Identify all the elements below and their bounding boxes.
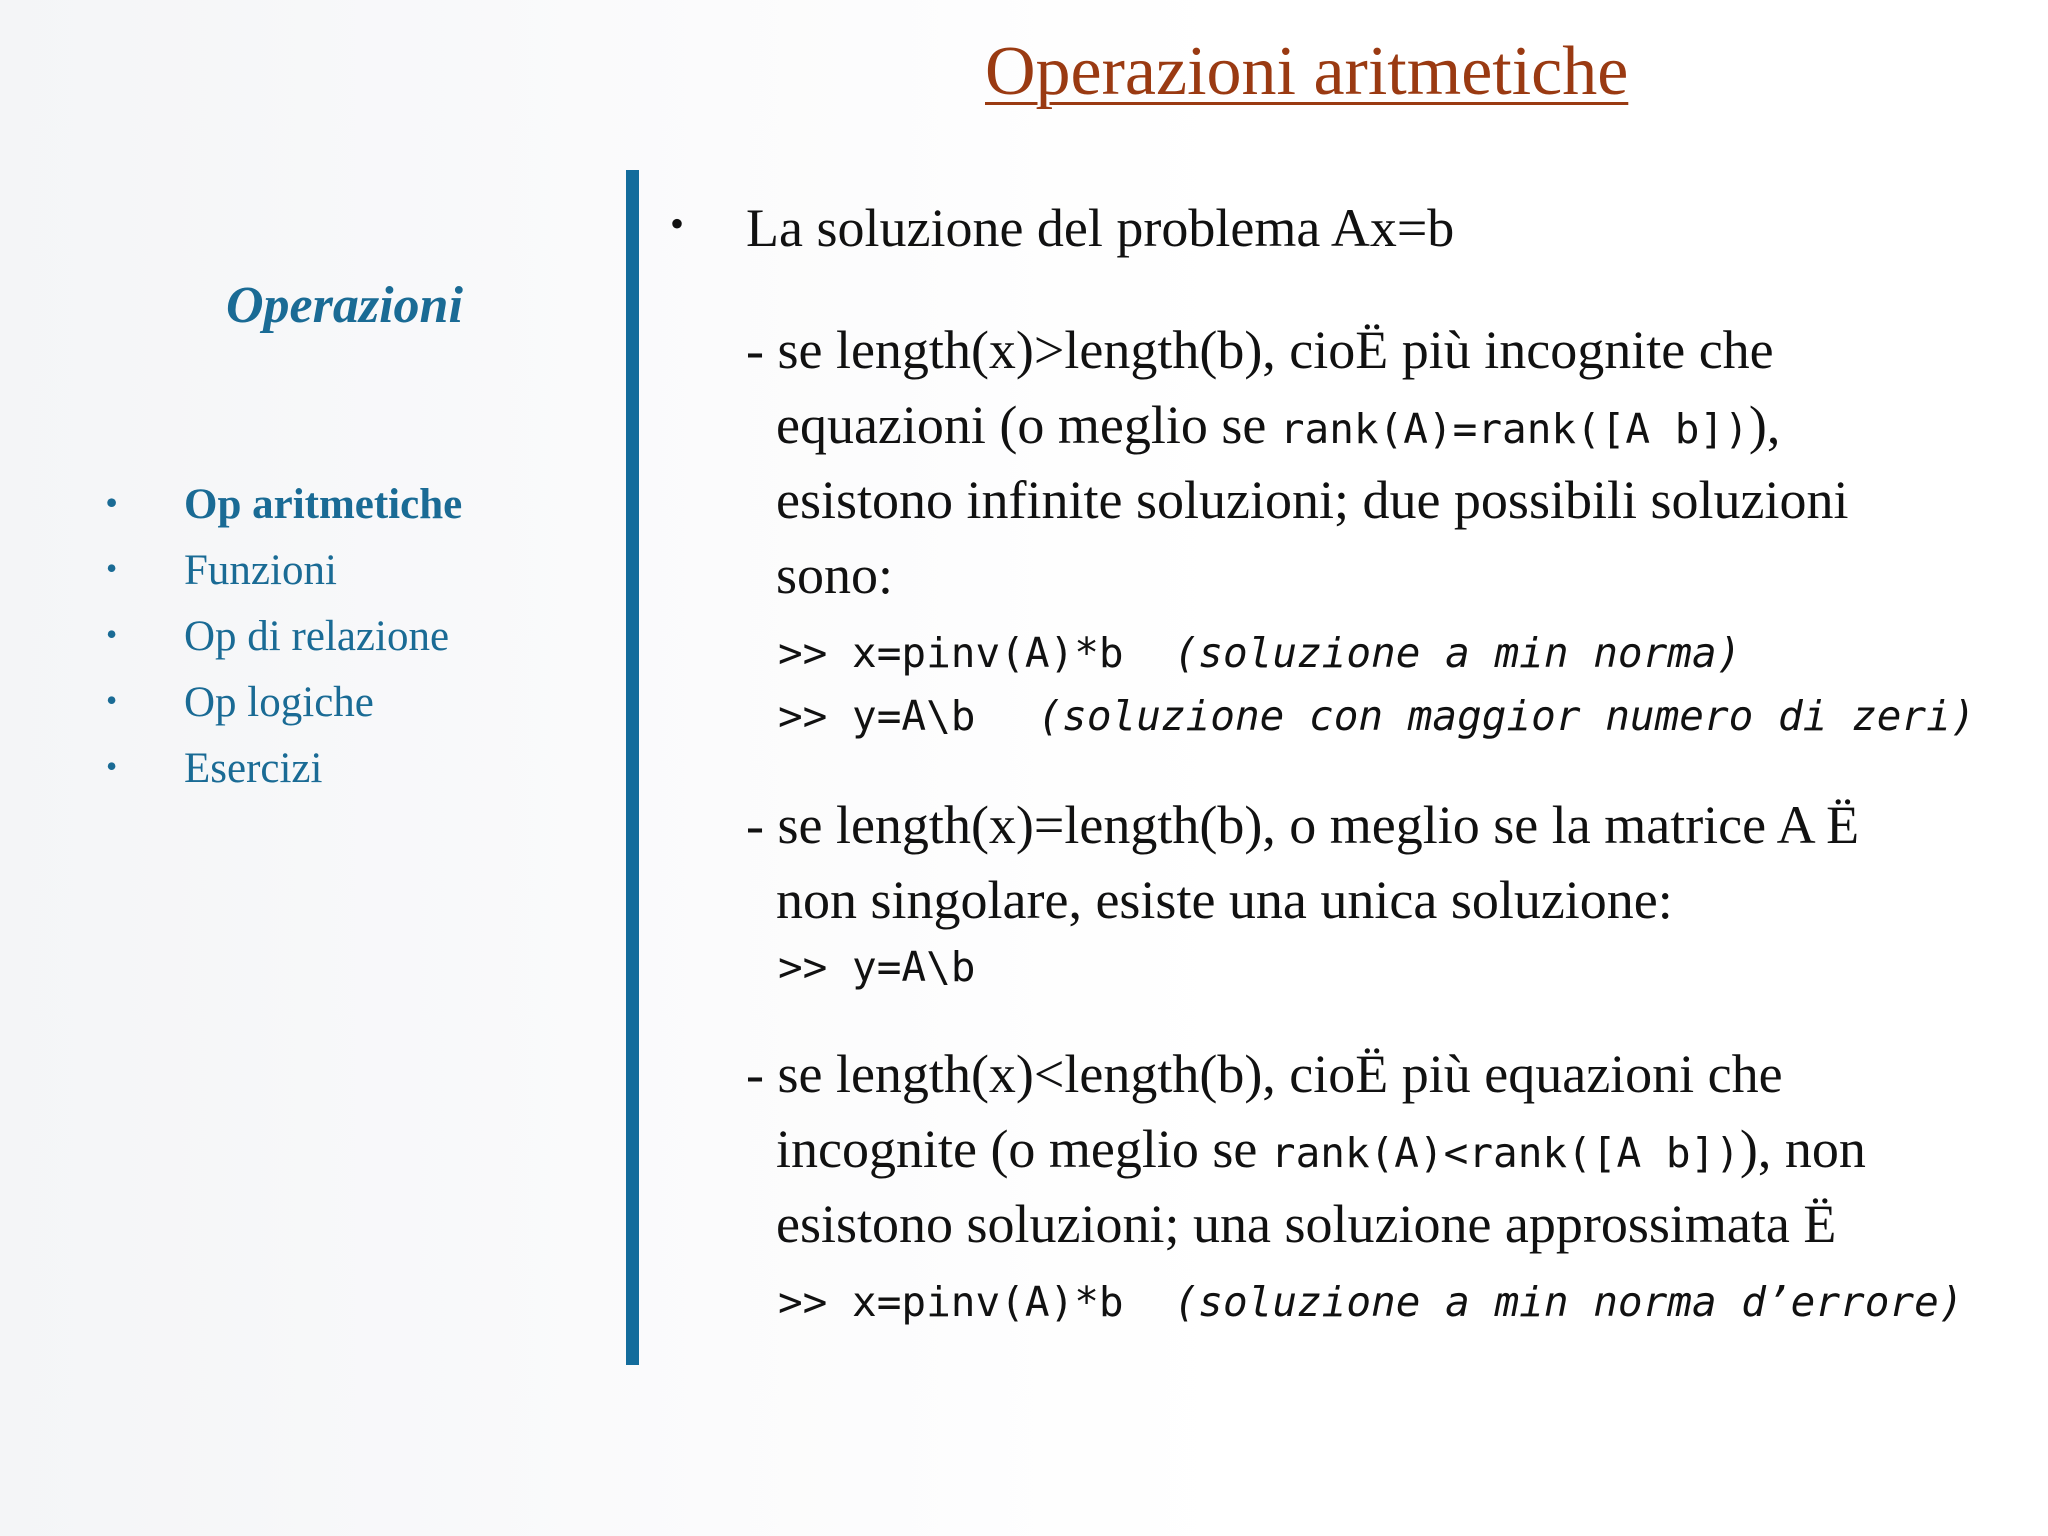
- case1-line4: sono:: [776, 545, 894, 605]
- code-text: >> y=A\b: [778, 692, 976, 740]
- sidebar-item-label: Op logiche: [184, 679, 374, 726]
- sidebar-item-op-aritmetiche[interactable]: [100, 472, 462, 538]
- bullet-icon: •: [106, 748, 118, 784]
- case1-line2-post: ),: [1748, 395, 1781, 455]
- sidebar-item-esercizi[interactable]: [100, 736, 462, 802]
- case1-code1: [778, 629, 1742, 677]
- case1-line2: [776, 395, 1781, 455]
- case1-line1: - se length(x)>length(b), cioË più incognite che: [746, 320, 1774, 380]
- sidebar-item-label: Op aritmetiche: [184, 481, 463, 528]
- code-text: >> x=pinv(A)*b: [778, 629, 1124, 677]
- case1-code2: [778, 692, 1976, 740]
- case3-line2-code: rank(A)<rank([A b]): [1270, 1129, 1740, 1177]
- sidebar-item-label: Esercizi: [184, 745, 323, 792]
- case2-line1: - se length(x)=length(b), o meglio se la matrice A Ë: [746, 795, 1860, 855]
- sidebar-section-title: Operazioni: [226, 277, 463, 334]
- slide-title: Operazioni aritmetiche: [985, 33, 1629, 110]
- case3-line2-post: ), non: [1739, 1119, 1866, 1179]
- bullet-icon: •: [106, 484, 118, 520]
- case3-code1: [778, 1278, 1964, 1326]
- case1-line3: esistono infinite soluzioni; due possibili soluzioni: [776, 470, 1849, 530]
- sidebar-item-funzioni[interactable]: [100, 538, 462, 604]
- bullet-icon: •: [106, 616, 118, 652]
- case3-line2-pre: incognite (o meglio se: [776, 1119, 1271, 1179]
- code-text: >> x=pinv(A)*b: [778, 1278, 1124, 1326]
- code-comment: (soluzione a min norma): [1173, 629, 1742, 677]
- vertical-divider: [626, 170, 639, 1365]
- sidebar-item-op-logiche[interactable]: [100, 670, 462, 736]
- case2-line2: non singolare, esiste una unica soluzione:: [776, 870, 1673, 930]
- sidebar-item-label: Funzioni: [184, 547, 337, 594]
- case1-line2-code: rank(A)=rank([A b]): [1279, 405, 1749, 453]
- code-comment: (soluzione a min norma d’errore): [1173, 1278, 1964, 1326]
- case3-line2: [776, 1119, 1866, 1179]
- bullet-icon: •: [106, 682, 118, 718]
- case1-line2-pre: equazioni (o meglio se: [776, 395, 1280, 455]
- sidebar-item-label: Op di relazione: [184, 613, 450, 660]
- sidebar-item-op-di-relazione[interactable]: [100, 604, 462, 670]
- case2-code1: [778, 943, 976, 991]
- bullet-icon: •: [106, 550, 118, 586]
- bullet-icon: •: [670, 201, 685, 246]
- case3-line1: - se length(x)<length(b), cioË più equazioni che: [746, 1044, 1783, 1104]
- code-comment: (soluzione con maggior numero di zeri): [1037, 692, 1976, 740]
- case3-line3: esistono soluzioni; una soluzione approssimata Ë: [776, 1194, 1837, 1254]
- intro-text: La soluzione del problema Ax=b: [746, 198, 1455, 258]
- sidebar-nav: [100, 472, 462, 802]
- code-text: >> y=A\b: [778, 943, 976, 991]
